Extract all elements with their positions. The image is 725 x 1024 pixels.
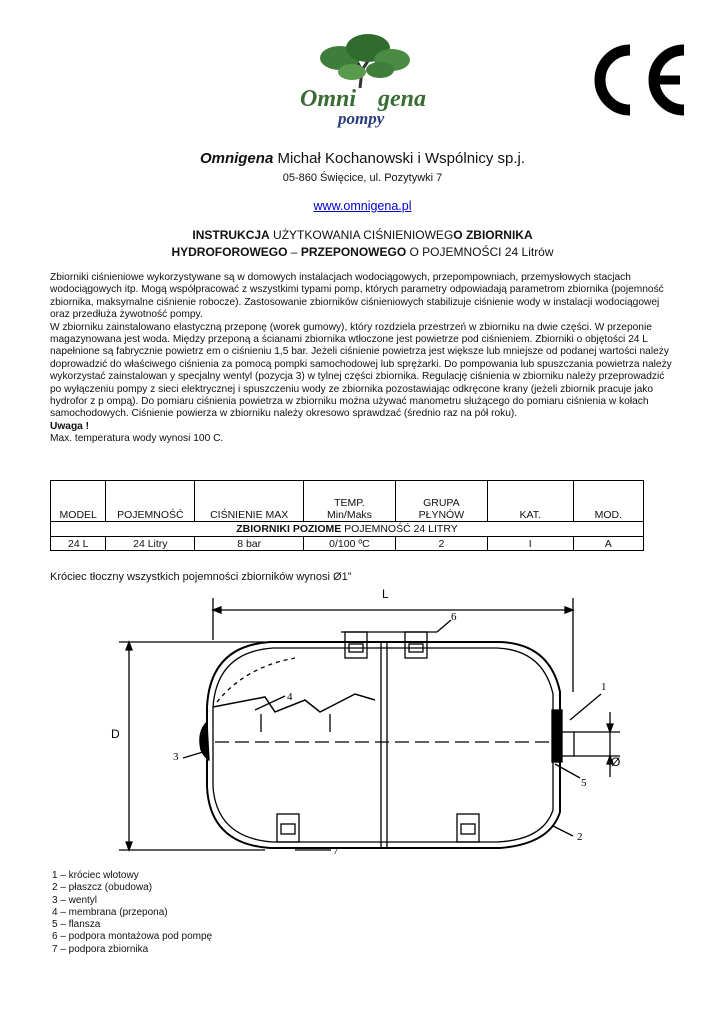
website-link[interactable]: www.omnigena.pl — [313, 199, 412, 213]
cell-pressure: 8 bar — [195, 537, 304, 551]
inlet-connector — [552, 710, 620, 777]
company-rest: Michał Kochanowski i Wspólnicy sp.j. — [273, 150, 526, 167]
header-temp — [304, 481, 396, 522]
title-part: – — [287, 245, 301, 259]
callout-6: 6 — [451, 611, 457, 623]
cell-temp: 0/100 ºC — [304, 537, 396, 551]
title-part: INSTRUKCJA — [192, 228, 270, 242]
legend-item: 4 – membrana (przepona) — [52, 906, 168, 918]
legend-item: 5 – flansza — [52, 919, 101, 931]
cell-module: A — [573, 537, 643, 551]
omnigena-logo — [290, 30, 440, 130]
valve-icon — [200, 722, 209, 760]
callout-7: 7 — [333, 845, 339, 857]
warning-label: Uwaga ! — [50, 420, 90, 432]
section-title-bold: ZBIORNIKI POZIOME — [236, 523, 342, 535]
company-address: 05-860 Święcice, ul. Pozytywki 7 — [282, 172, 443, 184]
header-fluid-line-1: GRUPA — [423, 497, 460, 509]
callout-leaders — [183, 694, 601, 850]
logo-word-omni: Omni — [300, 86, 357, 112]
title-part: UŻYTKOWANIA CIŚNIENIOWEG — [269, 228, 454, 242]
outlet-note: Króciec tłoczny wszystkich pojemności zbiorników wynosi Ø1” — [50, 571, 352, 583]
callout-3: 3 — [173, 751, 179, 763]
title-part: O POJEMNOŚCI 24 Litrów — [406, 245, 554, 259]
title-part: HYDROFOROWEGO — [171, 245, 288, 259]
tree-icon — [320, 34, 410, 88]
label-diameter: Ø — [611, 755, 621, 769]
intro-paragraph-2: W zbiorniku zainstalowano elastyczną przeponę (worek gumowy), który rozdziela przestrzeń w zbiorniku na dwie części. W przeponie magazynowana jest woda. Między przeponą a ścianami zbiornika wtłoczone jest powietrze pod ciśnieniem. Zbiorniki o objętości 24 L napełnione są fabrycznie powietrz em o ciśnieniu 1,5 bar. Jeżeli ciśnienie powietrza jest większe lub mniejsze od podanej wartości należy doprowadzić do właściwego ciśnienia za pomocą pompki samochodowej lub sprężarki. Do pompowania lub spuszczania powietrza należy wykorzystać zainstalowan y specjalny wentyl (pozycja 3) w tylnej części zbiornika. Regulację ciśnienia w zbiorniku należy przeprowadzić po wyłączeniu pompy z sieci elektrycznej i spuszczeniu wody ze zbiornika pozostawiając odkręcone krany (jeżeli zbiornik pracuje jako hydrofor z p ompą). Do pomiaru ciśnienia powietrza w zbiorniku można używać manometru służącego do pomiaru ciśnienia w kołach samochodowych. Ciśnienie powierza w zbiorniku należy okresowo sprawdzać (średnio raz na pół roku). — [50, 321, 672, 420]
header-category: KAT. — [487, 481, 573, 522]
header-temp-line-2: Min/Maks — [327, 509, 372, 521]
cell-category: I — [487, 537, 573, 551]
logo-word-pompy: pompy — [338, 109, 385, 128]
cell-fluid-group: 2 — [395, 537, 487, 551]
title-line-1 — [0, 228, 725, 242]
legend-item: 1 – króciec wlotowy — [52, 870, 139, 881]
header-pressure: CIŚNIENIE MAX — [195, 481, 304, 522]
header-temp-line-1: TEMP. — [334, 497, 365, 509]
legend-item: 3 – wentyl — [52, 894, 98, 906]
header-capacity: POJEMNOŚĆ — [106, 481, 195, 522]
legend-item: 6 – podpora montażowa pod pompę — [52, 931, 213, 943]
logo-word-gena: gena — [378, 86, 426, 112]
table-row — [51, 537, 644, 551]
header-module: MOD. — [573, 481, 643, 522]
callout-2: 2 — [577, 831, 583, 843]
header-model: MODEL — [51, 481, 106, 522]
section-title-rest: POJEMNOŚĆ 24 LITRY — [341, 523, 458, 535]
callout-5: 5 — [581, 777, 587, 789]
legend-item: 7 – podpora zbiornika — [52, 943, 149, 955]
cell-capacity: 24 Litry — [106, 537, 195, 551]
intro-paragraph-1: Zbiorniki ciśnieniowe wykorzystywane są w domowych instalacjach wodociągowych, przepompowniach, przemysłowych stacjach wodociągowych itp. Mogą współpracować z wszystkimi typami pomp, których parametry odpowiadają parametrom zbiornika (pojemność zbiornika, maksymalne ciśnienie robocze). Zastosowanie zbiorników ciśnieniowych stabilizuje ciśnienie wody w instalacji wodociągowej oraz przedłuża żywotność pompy. — [50, 272, 664, 321]
length-dimension — [213, 587, 573, 692]
callout-4: 4 — [287, 691, 293, 703]
warning-text: Max. temperatura wody wynosi 100 C. — [50, 433, 224, 445]
intro-text — [50, 272, 675, 446]
parts-legend — [52, 870, 212, 956]
ce-mark-icon — [580, 42, 690, 118]
header-fluid-group — [395, 481, 487, 522]
header-fluid-line-2: PŁYNÓW — [418, 509, 465, 521]
label-length: L — [382, 587, 389, 601]
tank-body — [207, 642, 560, 848]
pump-bracket — [341, 620, 451, 658]
height-dimension — [111, 642, 265, 850]
membrane-cutaway — [213, 694, 375, 712]
label-height: D — [111, 727, 120, 741]
company-name — [0, 150, 725, 167]
callout-1: 1 — [601, 681, 607, 693]
title-part: PRZEPONOWEGO — [300, 245, 407, 259]
title-part: O ZBIORNIKA — [453, 228, 533, 242]
tank-drawing — [105, 582, 665, 872]
section-title — [51, 522, 644, 537]
legend-item: 2 – płaszcz (obudowa) — [52, 882, 153, 894]
title-line-2 — [0, 245, 725, 259]
spec-table — [50, 480, 644, 551]
cell-model: 24 L — [51, 537, 106, 551]
tank-foot — [277, 814, 479, 842]
company-brand: Omnigena — [199, 150, 274, 167]
